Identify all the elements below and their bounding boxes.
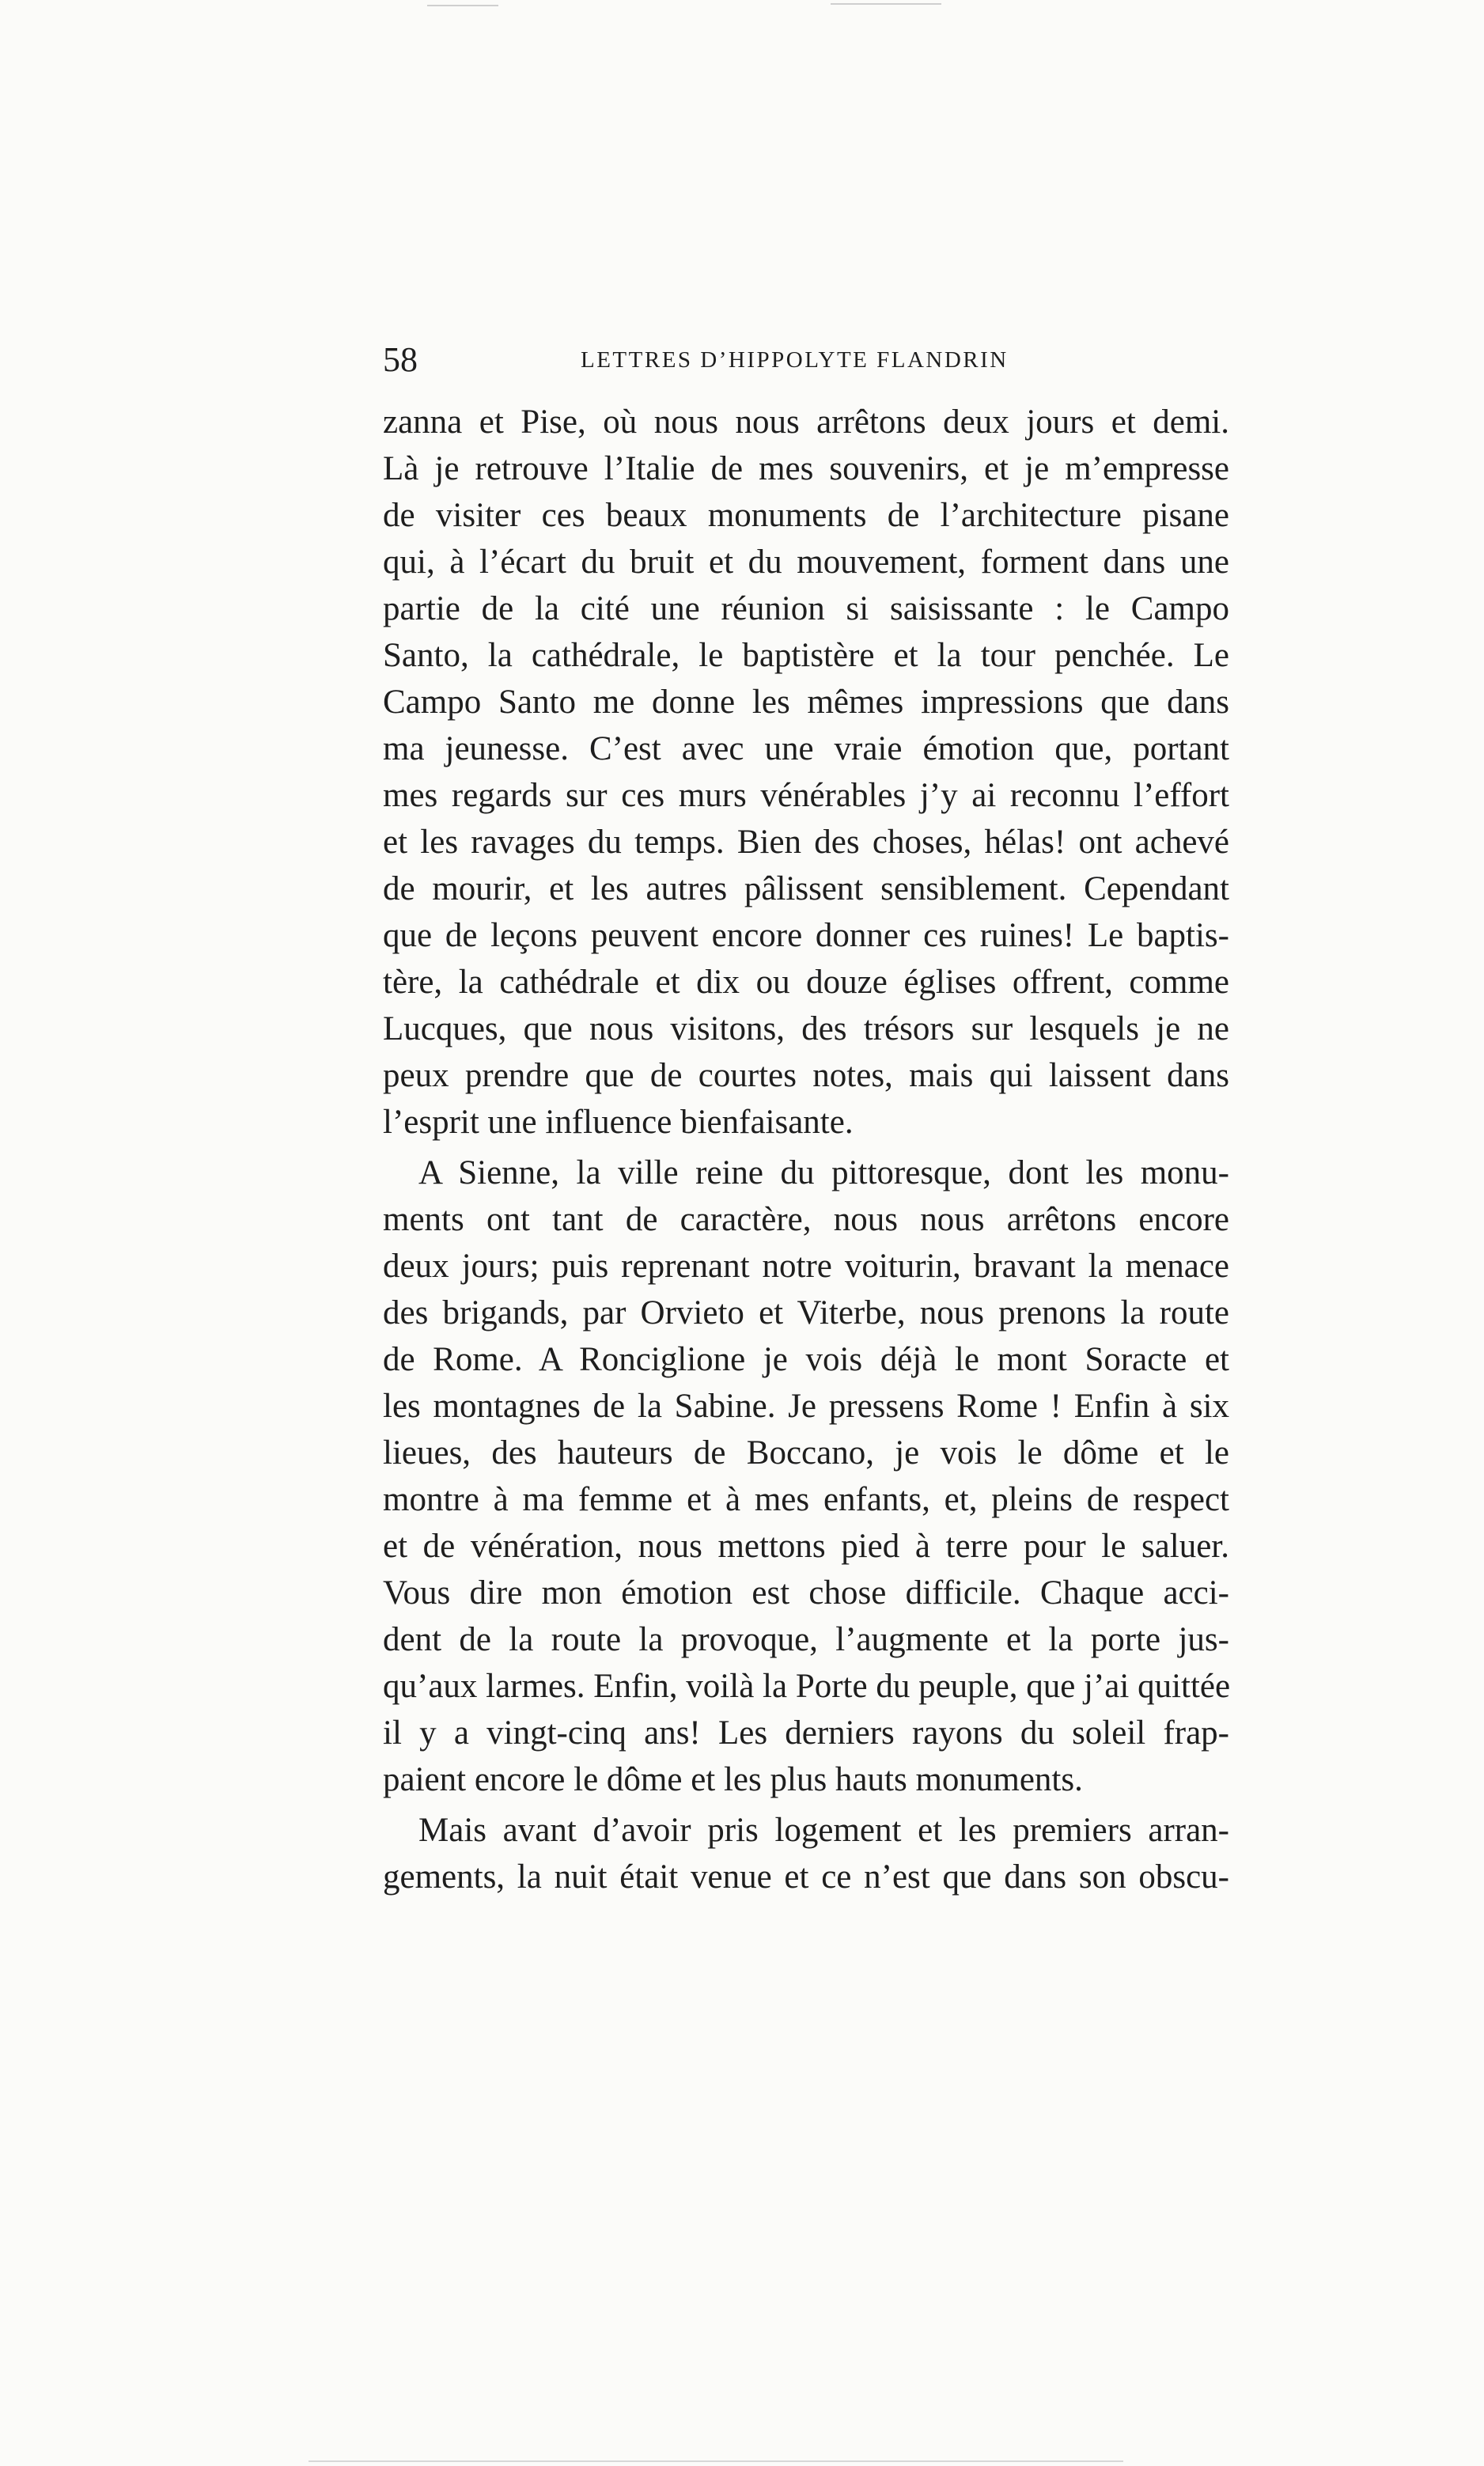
- text-line: zanna et Pise, où nous nous arrêtons deux jours et demi.: [383, 403, 1229, 441]
- text-line: il y a vingt-cinq ans! Les derniers rayons du soleil frap-: [383, 1714, 1229, 1752]
- running-header: [383, 336, 1229, 384]
- text-line: l’esprit une influence bienfaisante.: [383, 1104, 854, 1141]
- text-line: Santo, la cathédrale, le baptistère et la tour penchée. Le: [383, 637, 1229, 674]
- paragraph: [383, 1807, 1229, 1900]
- text-line: qu’aux larmes. Enfin, voilà la Porte du peuple, que j’ai quittée: [383, 1668, 1231, 1705]
- page-number: 58: [383, 340, 418, 379]
- text-line: ma jeunesse. C’est avec une vraie émotion que, portant: [383, 730, 1229, 767]
- text-line: paient encore le dôme et les plus hauts monuments.: [383, 1761, 1083, 1798]
- text-line: partie de la cité une réunion si saisissante : le Campo: [383, 590, 1229, 627]
- text-line: de mourir, et les autres pâlissent sensiblement. Cependant: [383, 870, 1229, 907]
- text-line: montre à ma femme et à mes enfants, et, pleins de respect: [383, 1481, 1229, 1518]
- text-line: Vous dire mon émotion est chose difficile. Chaque acci-: [383, 1574, 1229, 1612]
- scan-mark-top: [427, 5, 498, 6]
- text-line: deux jours; puis reprenant notre voiturin, bravant la menace: [383, 1248, 1229, 1285]
- scan-mark-top-right: [831, 3, 941, 5]
- text-line: les montagnes de la Sabine. Je pressens Rome ! Enfin à six: [383, 1388, 1229, 1425]
- text-line: Là je retrouve l’Italie de mes souvenirs, et je m’empresse: [383, 450, 1229, 487]
- text-line: et les ravages du temps. Bien des choses, hélas! ont achevé: [383, 824, 1229, 861]
- paragraph: [383, 399, 1229, 1146]
- text-line: mes regards sur ces murs vénérables j’y ai reconnu l’effort: [383, 777, 1229, 814]
- text-line: qui, à l’écart du bruit et du mouvement, forment dans une: [383, 544, 1229, 581]
- text-line: de Rome. A Ronciglione je vois déjà le mont Soracte et: [383, 1341, 1229, 1378]
- text-line: dent de la route la provoque, l’augmente et la porte jus-: [383, 1621, 1229, 1658]
- scan-mark-bottom: [309, 2460, 1123, 2462]
- text-line: A Sienne, la ville reine du pittoresque, dont les monu-: [418, 1154, 1229, 1191]
- text-line: peux prendre que de courtes notes, mais qui laissent dans: [383, 1057, 1229, 1094]
- text-line: gements, la nuit était venue et ce n’est que dans son obscu-: [383, 1858, 1229, 1896]
- text-line: lieues, des hauteurs de Boccano, je vois le dôme et le: [383, 1434, 1229, 1472]
- text-line: tère, la cathédrale et dix ou douze églises offrent, comme: [383, 964, 1229, 1001]
- running-head-title: LETTRES D’HIPPOLYTE FLANDRIN: [581, 347, 1009, 373]
- text-line: des brigands, par Orvieto et Viterbe, nous prenons la route: [383, 1294, 1229, 1331]
- paragraph: [383, 1150, 1229, 1803]
- text-line: Mais avant d’avoir pris logement et les premiers arran-: [418, 1812, 1229, 1849]
- text-line: de visiter ces beaux monuments de l’architecture pisane: [383, 497, 1229, 534]
- text-line: que de leçons peuvent encore donner ces ruines! Le baptis-: [383, 917, 1229, 954]
- text-line: et de vénération, nous mettons pied à terre pour le saluer.: [383, 1528, 1229, 1565]
- text-line: Lucques, que nous visitons, des trésors sur lesquels je ne: [383, 1010, 1229, 1047]
- text-line: Campo Santo me donne les mêmes impressions que dans: [383, 684, 1229, 721]
- body-text: [383, 399, 1229, 1900]
- text-line: ments ont tant de caractère, nous nous arrêtons encore: [383, 1201, 1229, 1238]
